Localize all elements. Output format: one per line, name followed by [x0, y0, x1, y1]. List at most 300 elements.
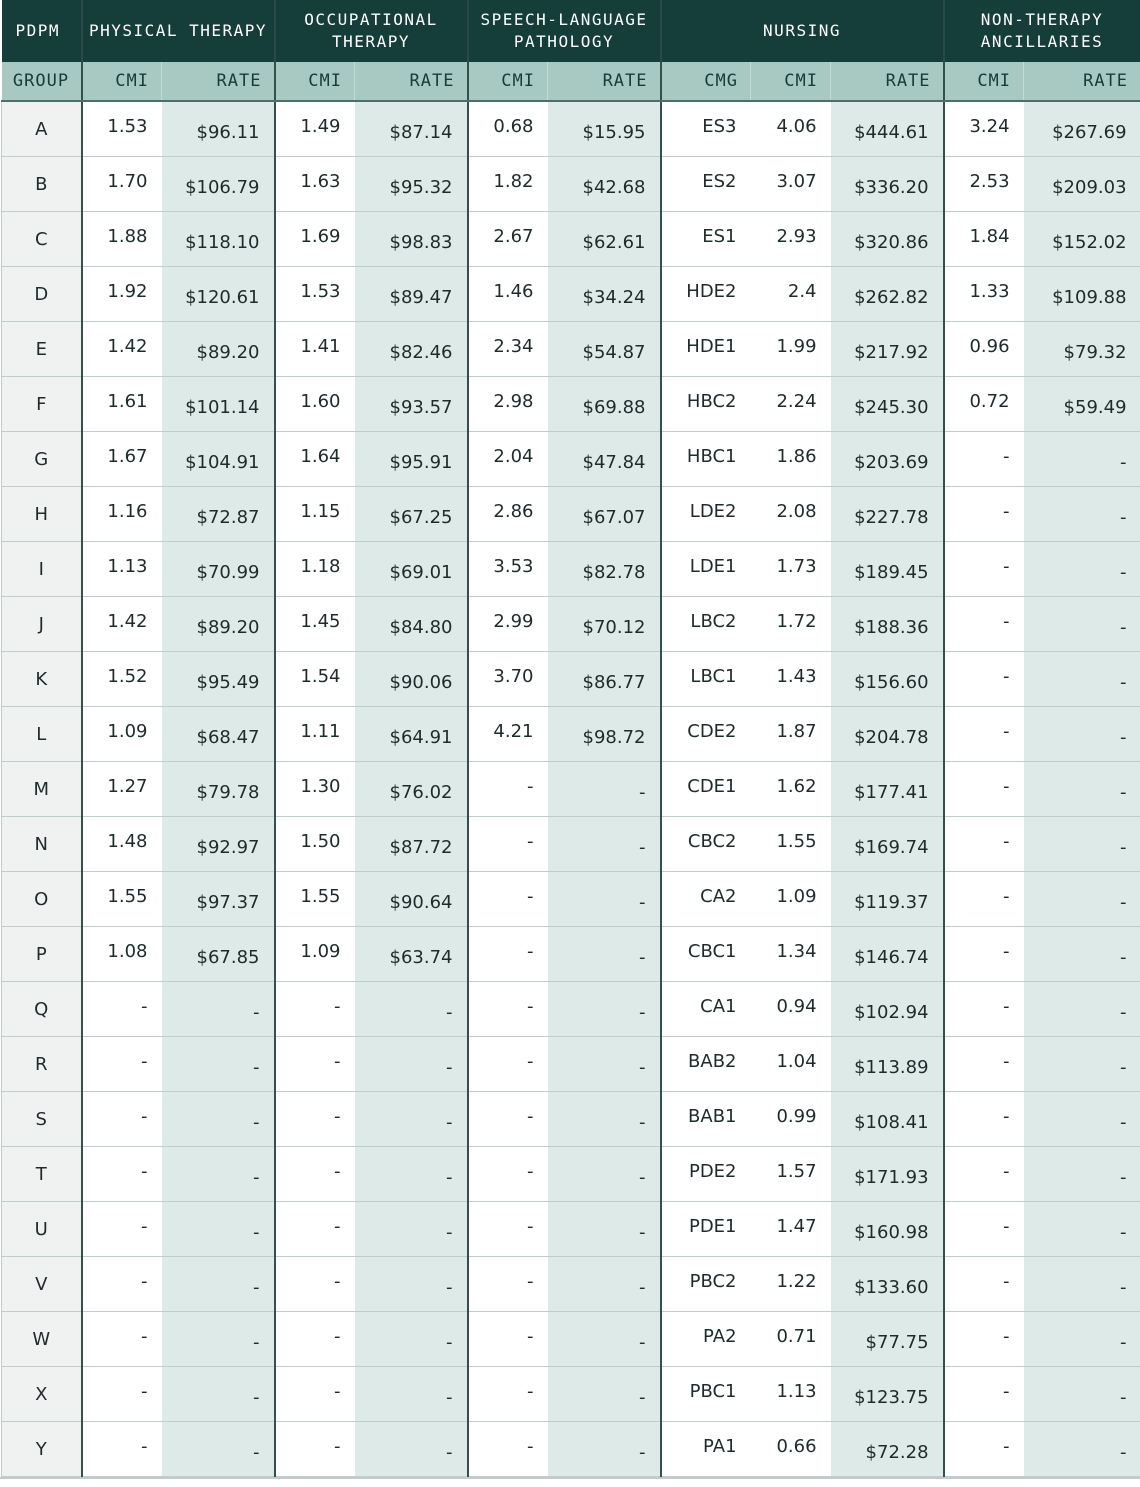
nta-cmi-cell: -: [944, 652, 1024, 707]
ot-rate-cell: $98.83: [355, 212, 468, 267]
ot-rate-cell: $90.64: [355, 872, 468, 927]
nta-cmi-subheader: CMI: [944, 62, 1024, 101]
pt-cmi-cell: 1.16: [82, 487, 162, 542]
nursing-cmg-cell: BAB1: [661, 1092, 751, 1147]
nta-cmi-cell: 1.84: [944, 212, 1024, 267]
pt-cmi-cell: 1.88: [82, 212, 162, 267]
physical-therapy-header: PHYSICAL THERAPY: [82, 0, 275, 62]
nursing-rate-cell: $320.86: [831, 212, 944, 267]
pt-rate-cell: -: [162, 1422, 275, 1477]
nursing-cmg-cell: PDE2: [661, 1147, 751, 1202]
nursing-cmg-cell: CDE2: [661, 707, 751, 762]
pt-rate-cell: -: [162, 982, 275, 1037]
table-row: [2, 212, 1140, 267]
nursing-cmi-cell: 2.4: [751, 267, 831, 322]
nursing-cmi-cell: 1.22: [751, 1257, 831, 1312]
ot-cmi-cell: -: [275, 1092, 355, 1147]
table-row: [2, 1147, 1140, 1202]
nursing-rate-cell: $171.93: [831, 1147, 944, 1202]
pt-rate-cell: $79.78: [162, 762, 275, 817]
slp-cmi-cell: 0.68: [468, 101, 548, 157]
group-cell: N: [2, 817, 82, 872]
slp-rate-cell: $67.07: [548, 487, 661, 542]
nta-rate-cell: $79.32: [1024, 322, 1140, 377]
nursing-cmi-cell: 0.71: [751, 1312, 831, 1367]
nursing-cmi-cell: 1.87: [751, 707, 831, 762]
nursing-rate-cell: $262.82: [831, 267, 944, 322]
nursing-cmg-cell: PA2: [661, 1312, 751, 1367]
slp-rate-cell: -: [548, 817, 661, 872]
nursing-rate-cell: $113.89: [831, 1037, 944, 1092]
nta-rate-cell: -: [1024, 817, 1140, 872]
table-row: [2, 762, 1140, 817]
nursing-cmi-cell: 1.55: [751, 817, 831, 872]
ot-cmi-subheader: CMI: [275, 62, 355, 101]
nursing-cmg-cell: PBC2: [661, 1257, 751, 1312]
pt-rate-cell: $72.87: [162, 487, 275, 542]
slp-rate-cell: -: [548, 1367, 661, 1422]
pt-cmi-cell: -: [82, 1257, 162, 1312]
nursing-cmg-cell: CDE1: [661, 762, 751, 817]
nursing-header: NURSING: [661, 0, 944, 62]
pt-rate-cell: -: [162, 1312, 275, 1367]
nta-rate-cell: -: [1024, 1092, 1140, 1147]
pt-rate-cell: -: [162, 1147, 275, 1202]
slp-rate-cell: $54.87: [548, 322, 661, 377]
nta-rate-cell: -: [1024, 597, 1140, 652]
nta-rate-cell: -: [1024, 1422, 1140, 1477]
non-therapy-ancillaries-header: NON-THERAPY ANCILLARIES: [944, 0, 1140, 62]
nursing-rate-cell: $227.78: [831, 487, 944, 542]
nta-rate-cell: -: [1024, 927, 1140, 982]
nursing-cmg-cell: ES1: [661, 212, 751, 267]
nta-rate-cell: -: [1024, 487, 1140, 542]
pt-rate-cell: $97.37: [162, 872, 275, 927]
nursing-rate-cell: $156.60: [831, 652, 944, 707]
pt-cmi-cell: 1.48: [82, 817, 162, 872]
group-cell: W: [2, 1312, 82, 1367]
nta-cmi-cell: 0.96: [944, 322, 1024, 377]
nursing-cmg-cell: LBC1: [661, 652, 751, 707]
nursing-cmi-cell: 0.94: [751, 982, 831, 1037]
group-cell: A: [2, 101, 82, 157]
slp-cmi-cell: 2.34: [468, 322, 548, 377]
pt-cmi-cell: -: [82, 1147, 162, 1202]
slp-rate-cell: $86.77: [548, 652, 661, 707]
nta-cmi-cell: -: [944, 1092, 1024, 1147]
nta-rate-cell: -: [1024, 982, 1140, 1037]
pt-cmi-cell: 1.61: [82, 377, 162, 432]
ot-rate-cell: $90.06: [355, 652, 468, 707]
group-cell: K: [2, 652, 82, 707]
nta-cmi-cell: -: [944, 487, 1024, 542]
ot-rate-cell: $95.91: [355, 432, 468, 487]
ot-rate-cell: -: [355, 1257, 468, 1312]
slp-cmi-cell: -: [468, 1092, 548, 1147]
nursing-cmg-cell: HBC1: [661, 432, 751, 487]
pt-rate-cell: $95.49: [162, 652, 275, 707]
nta-cmi-cell: -: [944, 817, 1024, 872]
slp-rate-cell: -: [548, 982, 661, 1037]
nursing-rate-cell: $119.37: [831, 872, 944, 927]
slp-rate-cell: -: [548, 872, 661, 927]
nursing-cmi-subheader: CMI: [751, 62, 831, 101]
nursing-cmi-cell: 1.13: [751, 1367, 831, 1422]
group-cell: Q: [2, 982, 82, 1037]
nursing-cmi-cell: 1.86: [751, 432, 831, 487]
table-row: [2, 377, 1140, 432]
table-row: [2, 1367, 1140, 1422]
ot-rate-cell: -: [355, 1312, 468, 1367]
pt-cmi-cell: 1.27: [82, 762, 162, 817]
pt-rate-cell: -: [162, 1367, 275, 1422]
nursing-cmi-cell: 1.73: [751, 542, 831, 597]
table-row: [2, 1422, 1140, 1477]
nursing-cmg-cell: PA1: [661, 1422, 751, 1477]
pt-rate-cell: $101.14: [162, 377, 275, 432]
slp-cmi-cell: -: [468, 1367, 548, 1422]
table-subheader-row: [2, 62, 1140, 101]
pt-cmi-cell: 1.53: [82, 101, 162, 157]
pt-rate-cell: $67.85: [162, 927, 275, 982]
ot-cmi-cell: 1.15: [275, 487, 355, 542]
ot-cmi-cell: 1.54: [275, 652, 355, 707]
ot-rate-cell: -: [355, 1202, 468, 1257]
pdpm-rates-table: [1, 0, 1140, 1477]
nta-cmi-cell: -: [944, 982, 1024, 1037]
nta-rate-cell: $267.69: [1024, 101, 1140, 157]
nursing-cmi-cell: 1.47: [751, 1202, 831, 1257]
nursing-rate-cell: $123.75: [831, 1367, 944, 1422]
table-row: [2, 1257, 1140, 1312]
pt-cmi-cell: 1.42: [82, 597, 162, 652]
nursing-rate-cell: $102.94: [831, 982, 944, 1037]
nursing-cmi-cell: 1.72: [751, 597, 831, 652]
slp-rate-cell: -: [548, 1257, 661, 1312]
nursing-cmi-cell: 1.04: [751, 1037, 831, 1092]
nursing-cmg-cell: CBC2: [661, 817, 751, 872]
nta-cmi-cell: -: [944, 542, 1024, 597]
group-cell: F: [2, 377, 82, 432]
pt-rate-cell: -: [162, 1092, 275, 1147]
nursing-rate-cell: $189.45: [831, 542, 944, 597]
ot-rate-cell: $84.80: [355, 597, 468, 652]
nursing-cmg-cell: LBC2: [661, 597, 751, 652]
slp-rate-cell: $70.12: [548, 597, 661, 652]
nta-rate-cell: $209.03: [1024, 157, 1140, 212]
nursing-cmg-cell: BAB2: [661, 1037, 751, 1092]
group-cell: Y: [2, 1422, 82, 1477]
table-row: [2, 1312, 1140, 1367]
group-subheader: GROUP: [2, 62, 82, 101]
pt-rate-cell: -: [162, 1037, 275, 1092]
nta-cmi-cell: -: [944, 1202, 1024, 1257]
nursing-cmi-cell: 0.66: [751, 1422, 831, 1477]
nta-cmi-cell: -: [944, 1422, 1024, 1477]
ot-rate-cell: -: [355, 982, 468, 1037]
nursing-rate-cell: $245.30: [831, 377, 944, 432]
slp-cmi-cell: 4.21: [468, 707, 548, 762]
pt-rate-cell: $70.99: [162, 542, 275, 597]
pt-cmi-cell: 1.92: [82, 267, 162, 322]
slp-rate-cell: $69.88: [548, 377, 661, 432]
table-row: [2, 707, 1140, 762]
ot-cmi-cell: -: [275, 1257, 355, 1312]
table-row: [2, 652, 1140, 707]
speech-language-pathology-header: SPEECH-LANGUAGE PATHOLOGY: [468, 0, 661, 62]
ot-rate-cell: $89.47: [355, 267, 468, 322]
ot-rate-cell: $93.57: [355, 377, 468, 432]
ot-rate-cell: -: [355, 1422, 468, 1477]
pt-cmi-cell: -: [82, 1037, 162, 1092]
group-cell: C: [2, 212, 82, 267]
ot-rate-cell: $76.02: [355, 762, 468, 817]
slp-cmi-cell: 2.67: [468, 212, 548, 267]
table-row: [2, 542, 1140, 597]
pt-rate-subheader: RATE: [162, 62, 275, 101]
nta-cmi-cell: -: [944, 1367, 1024, 1422]
nursing-cmi-cell: 2.93: [751, 212, 831, 267]
pt-rate-cell: $89.20: [162, 597, 275, 652]
ot-cmi-cell: -: [275, 1422, 355, 1477]
ot-cmi-cell: -: [275, 1147, 355, 1202]
ot-cmi-cell: 1.11: [275, 707, 355, 762]
pt-cmi-cell: 1.55: [82, 872, 162, 927]
group-cell: M: [2, 762, 82, 817]
slp-rate-cell: -: [548, 927, 661, 982]
group-cell: E: [2, 322, 82, 377]
nursing-rate-cell: $336.20: [831, 157, 944, 212]
nursing-cmi-cell: 0.99: [751, 1092, 831, 1147]
nursing-cmg-cell: LDE1: [661, 542, 751, 597]
nta-rate-cell: $59.49: [1024, 377, 1140, 432]
pt-cmi-cell: 1.70: [82, 157, 162, 212]
nursing-cmi-cell: 1.62: [751, 762, 831, 817]
nursing-rate-cell: $146.74: [831, 927, 944, 982]
nursing-cmi-cell: 3.07: [751, 157, 831, 212]
pt-rate-cell: $120.61: [162, 267, 275, 322]
slp-rate-cell: -: [548, 762, 661, 817]
ot-rate-cell: $87.72: [355, 817, 468, 872]
slp-cmi-cell: -: [468, 1257, 548, 1312]
group-cell: H: [2, 487, 82, 542]
nta-cmi-cell: -: [944, 432, 1024, 487]
ot-rate-cell: -: [355, 1147, 468, 1202]
nta-cmi-cell: 0.72: [944, 377, 1024, 432]
ot-rate-cell: $64.91: [355, 707, 468, 762]
slp-cmi-cell: -: [468, 872, 548, 927]
nursing-cmi-cell: 2.08: [751, 487, 831, 542]
pt-rate-cell: $96.11: [162, 101, 275, 157]
slp-cmi-cell: 2.86: [468, 487, 548, 542]
nursing-rate-cell: $169.74: [831, 817, 944, 872]
ot-cmi-cell: 1.45: [275, 597, 355, 652]
ot-cmi-cell: -: [275, 1037, 355, 1092]
ot-rate-subheader: RATE: [355, 62, 468, 101]
group-cell: T: [2, 1147, 82, 1202]
table-bottom-divider: [0, 1477, 1140, 1487]
nursing-cmi-cell: 4.06: [751, 101, 831, 157]
nursing-cmg-cell: HDE2: [661, 267, 751, 322]
table-row: [2, 872, 1140, 927]
nursing-cmg-cell: ES2: [661, 157, 751, 212]
slp-cmi-subheader: CMI: [468, 62, 548, 101]
group-cell: V: [2, 1257, 82, 1312]
ot-cmi-cell: 1.41: [275, 322, 355, 377]
nta-rate-cell: -: [1024, 1312, 1140, 1367]
group-cell: L: [2, 707, 82, 762]
table-row: [2, 157, 1140, 212]
pt-cmi-cell: -: [82, 1422, 162, 1477]
slp-cmi-cell: -: [468, 982, 548, 1037]
group-cell: J: [2, 597, 82, 652]
pt-rate-cell: $68.47: [162, 707, 275, 762]
ot-rate-cell: $67.25: [355, 487, 468, 542]
slp-rate-subheader: RATE: [548, 62, 661, 101]
nursing-cmg-cell: PDE1: [661, 1202, 751, 1257]
slp-cmi-cell: 3.70: [468, 652, 548, 707]
nursing-cmi-cell: 1.34: [751, 927, 831, 982]
nta-cmi-cell: -: [944, 1147, 1024, 1202]
nta-rate-cell: -: [1024, 1147, 1140, 1202]
slp-rate-cell: $62.61: [548, 212, 661, 267]
nursing-rate-subheader: RATE: [831, 62, 944, 101]
nursing-rate-cell: $133.60: [831, 1257, 944, 1312]
slp-cmi-cell: 2.98: [468, 377, 548, 432]
nta-cmi-cell: 1.33: [944, 267, 1024, 322]
slp-rate-cell: -: [548, 1037, 661, 1092]
table-row: [2, 1092, 1140, 1147]
ot-cmi-cell: 1.53: [275, 267, 355, 322]
nta-rate-cell: -: [1024, 1037, 1140, 1092]
table-row: [2, 432, 1140, 487]
pt-cmi-cell: -: [82, 982, 162, 1037]
nta-rate-cell: -: [1024, 762, 1140, 817]
nursing-cmg-cell: HBC2: [661, 377, 751, 432]
nursing-cmg-cell: CBC1: [661, 927, 751, 982]
nursing-rate-cell: $77.75: [831, 1312, 944, 1367]
table-row: [2, 101, 1140, 157]
nursing-cmg-subheader: CMG: [661, 62, 751, 101]
ot-rate-cell: $63.74: [355, 927, 468, 982]
pt-cmi-cell: -: [82, 1367, 162, 1422]
nursing-cmi-cell: 1.43: [751, 652, 831, 707]
pt-cmi-cell: 1.52: [82, 652, 162, 707]
ot-cmi-cell: 1.55: [275, 872, 355, 927]
nursing-rate-cell: $160.98: [831, 1202, 944, 1257]
nta-rate-subheader: RATE: [1024, 62, 1140, 101]
slp-rate-cell: -: [548, 1202, 661, 1257]
nta-rate-cell: $109.88: [1024, 267, 1140, 322]
pt-cmi-cell: -: [82, 1312, 162, 1367]
ot-cmi-cell: 1.50: [275, 817, 355, 872]
group-cell: P: [2, 927, 82, 982]
ot-cmi-cell: 1.60: [275, 377, 355, 432]
slp-rate-cell: $42.68: [548, 157, 661, 212]
slp-cmi-cell: -: [468, 927, 548, 982]
ot-rate-cell: $69.01: [355, 542, 468, 597]
ot-cmi-cell: 1.69: [275, 212, 355, 267]
ot-cmi-cell: 1.49: [275, 101, 355, 157]
slp-cmi-cell: 1.82: [468, 157, 548, 212]
slp-rate-cell: $82.78: [548, 542, 661, 597]
pt-rate-cell: -: [162, 1202, 275, 1257]
group-cell: B: [2, 157, 82, 212]
ot-cmi-cell: 1.09: [275, 927, 355, 982]
table-row: [2, 487, 1140, 542]
group-cell: U: [2, 1202, 82, 1257]
nta-cmi-cell: -: [944, 1257, 1024, 1312]
nta-cmi-cell: -: [944, 597, 1024, 652]
nta-rate-cell: $152.02: [1024, 212, 1140, 267]
nta-cmi-cell: -: [944, 872, 1024, 927]
nta-rate-cell: -: [1024, 872, 1140, 927]
slp-rate-cell: $34.24: [548, 267, 661, 322]
nta-cmi-cell: 2.53: [944, 157, 1024, 212]
pt-rate-cell: $104.91: [162, 432, 275, 487]
slp-rate-cell: $98.72: [548, 707, 661, 762]
slp-cmi-cell: 2.99: [468, 597, 548, 652]
pt-cmi-cell: 1.13: [82, 542, 162, 597]
ot-cmi-cell: 1.64: [275, 432, 355, 487]
pt-cmi-cell: 1.42: [82, 322, 162, 377]
pt-cmi-cell: 1.67: [82, 432, 162, 487]
group-cell: D: [2, 267, 82, 322]
pt-rate-cell: $118.10: [162, 212, 275, 267]
nta-rate-cell: -: [1024, 542, 1140, 597]
nursing-rate-cell: $217.92: [831, 322, 944, 377]
group-cell: R: [2, 1037, 82, 1092]
nursing-cmi-cell: 1.99: [751, 322, 831, 377]
nursing-cmi-cell: 2.24: [751, 377, 831, 432]
group-cell: I: [2, 542, 82, 597]
pt-cmi-cell: 1.08: [82, 927, 162, 982]
nta-rate-cell: -: [1024, 707, 1140, 762]
nursing-cmi-cell: 1.57: [751, 1147, 831, 1202]
slp-cmi-cell: 1.46: [468, 267, 548, 322]
slp-cmi-cell: -: [468, 762, 548, 817]
pt-rate-cell: -: [162, 1257, 275, 1312]
nursing-cmg-cell: CA1: [661, 982, 751, 1037]
slp-rate-cell: $15.95: [548, 101, 661, 157]
nursing-rate-cell: $188.36: [831, 597, 944, 652]
nta-cmi-cell: 3.24: [944, 101, 1024, 157]
pt-cmi-subheader: CMI: [82, 62, 162, 101]
slp-cmi-cell: -: [468, 1312, 548, 1367]
pt-cmi-cell: 1.09: [82, 707, 162, 762]
group-cell: O: [2, 872, 82, 927]
nursing-cmg-cell: PBC1: [661, 1367, 751, 1422]
table-row: [2, 1202, 1140, 1257]
nta-rate-cell: -: [1024, 1257, 1140, 1312]
table-row: [2, 927, 1140, 982]
nta-rate-cell: -: [1024, 1202, 1140, 1257]
ot-rate-cell: -: [355, 1037, 468, 1092]
pt-rate-cell: $106.79: [162, 157, 275, 212]
table-row: [2, 1037, 1140, 1092]
group-cell: G: [2, 432, 82, 487]
nursing-rate-cell: $108.41: [831, 1092, 944, 1147]
nta-cmi-cell: -: [944, 1312, 1024, 1367]
ot-rate-cell: $82.46: [355, 322, 468, 377]
slp-rate-cell: $47.84: [548, 432, 661, 487]
ot-cmi-cell: -: [275, 1312, 355, 1367]
table-row: [2, 817, 1140, 872]
table-row: [2, 267, 1140, 322]
nta-cmi-cell: -: [944, 927, 1024, 982]
ot-rate-cell: -: [355, 1092, 468, 1147]
ot-cmi-cell: -: [275, 1202, 355, 1257]
